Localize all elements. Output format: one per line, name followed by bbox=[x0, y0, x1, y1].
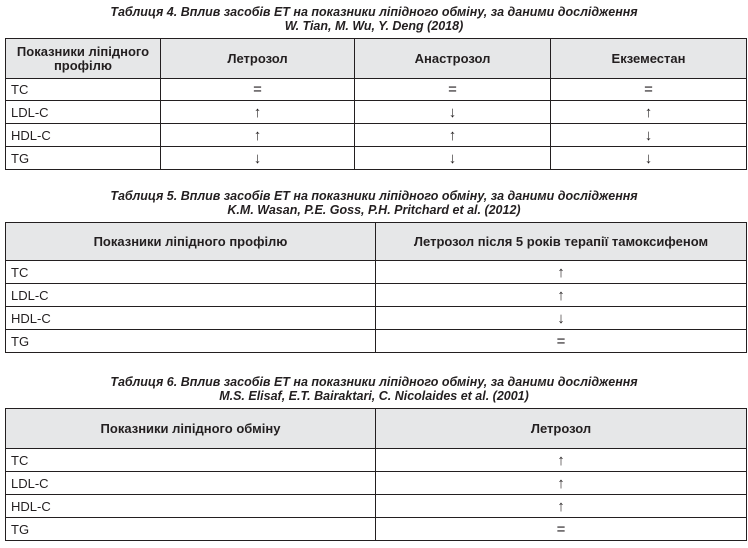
table-6-caption bbox=[0, 375, 748, 403]
cell-value: ↑ bbox=[376, 449, 747, 472]
cell-value: ↓ bbox=[551, 124, 747, 147]
cell-value: ↓ bbox=[376, 307, 747, 330]
table-row bbox=[6, 261, 747, 284]
table-5-title: Таблиця 5. Вплив засобів ЕТ на показники ліпідного обміну, за даними дослідження bbox=[110, 189, 638, 203]
column-header: Показники ліпідного профілю bbox=[6, 223, 376, 261]
cell-value: ↑ bbox=[376, 284, 747, 307]
table-header-row bbox=[6, 409, 747, 449]
cell-value: ↑ bbox=[376, 261, 747, 284]
table-row bbox=[6, 495, 747, 518]
cell-value: = bbox=[376, 518, 747, 541]
cell-value: ↑ bbox=[376, 495, 747, 518]
cell-value: = bbox=[551, 79, 747, 101]
table-row bbox=[6, 518, 747, 541]
column-header: Показники ліпідного профілю bbox=[6, 39, 161, 79]
table-row bbox=[6, 147, 747, 170]
cell-value: = bbox=[376, 330, 747, 353]
column-header: Летрозол bbox=[376, 409, 747, 449]
cell-value: = bbox=[161, 79, 355, 101]
table-header-row bbox=[6, 223, 747, 261]
cell-value: ↑ bbox=[355, 124, 551, 147]
table-4-source: W. Tian, M. Wu, Y. Deng (2018) bbox=[284, 19, 464, 33]
cell-value: ↑ bbox=[161, 124, 355, 147]
column-header: Екземестан bbox=[551, 39, 747, 79]
row-label: LDL-C bbox=[6, 101, 161, 124]
row-label: TC bbox=[6, 449, 376, 472]
table-4-caption bbox=[0, 5, 748, 33]
table-row bbox=[6, 330, 747, 353]
table-5-source: K.M. Wasan, P.E. Goss, P.H. Pritchard et al. (2012) bbox=[227, 203, 521, 217]
table-6-title: Таблиця 6. Вплив засобів ЕТ на показники ліпідного обміну, за даними дослідження bbox=[110, 375, 638, 389]
table-4 bbox=[5, 38, 747, 170]
row-label: HDL-C bbox=[6, 124, 161, 147]
column-header: Летрозол після 5 років терапії тамоксифеном bbox=[376, 223, 747, 261]
row-label: TC bbox=[6, 79, 161, 101]
table-row bbox=[6, 472, 747, 495]
table-row bbox=[6, 307, 747, 330]
cell-value: ↓ bbox=[355, 101, 551, 124]
table-row bbox=[6, 79, 747, 101]
table-row bbox=[6, 449, 747, 472]
row-label: TG bbox=[6, 330, 376, 353]
cell-value: ↑ bbox=[376, 472, 747, 495]
column-header: Показники ліпідного обміну bbox=[6, 409, 376, 449]
cell-value: ↓ bbox=[161, 147, 355, 170]
row-label: TG bbox=[6, 518, 376, 541]
row-label: LDL-C bbox=[6, 284, 376, 307]
table-6 bbox=[5, 408, 747, 541]
cell-value: ↑ bbox=[551, 101, 747, 124]
table-row bbox=[6, 124, 747, 147]
table-row bbox=[6, 284, 747, 307]
table-6-source: M.S. Elisaf, E.T. Bairaktari, C. Nicolaides et al. (2001) bbox=[219, 389, 529, 403]
row-label: TC bbox=[6, 261, 376, 284]
table-4-title: Таблиця 4. Вплив засобів ЕТ на показники ліпідного обміну, за даними дослідження bbox=[110, 5, 638, 19]
column-header: Анастрозол bbox=[355, 39, 551, 79]
row-label: HDL-C bbox=[6, 307, 376, 330]
cell-value: ↓ bbox=[355, 147, 551, 170]
cell-value: ↑ bbox=[161, 101, 355, 124]
row-label: TG bbox=[6, 147, 161, 170]
table-5-caption bbox=[0, 189, 748, 217]
table-header-row bbox=[6, 39, 747, 79]
cell-value: ↓ bbox=[551, 147, 747, 170]
cell-value: = bbox=[355, 79, 551, 101]
table-row bbox=[6, 101, 747, 124]
row-label: LDL-C bbox=[6, 472, 376, 495]
table-5 bbox=[5, 222, 747, 353]
row-label: HDL-C bbox=[6, 495, 376, 518]
column-header: Летрозол bbox=[161, 39, 355, 79]
